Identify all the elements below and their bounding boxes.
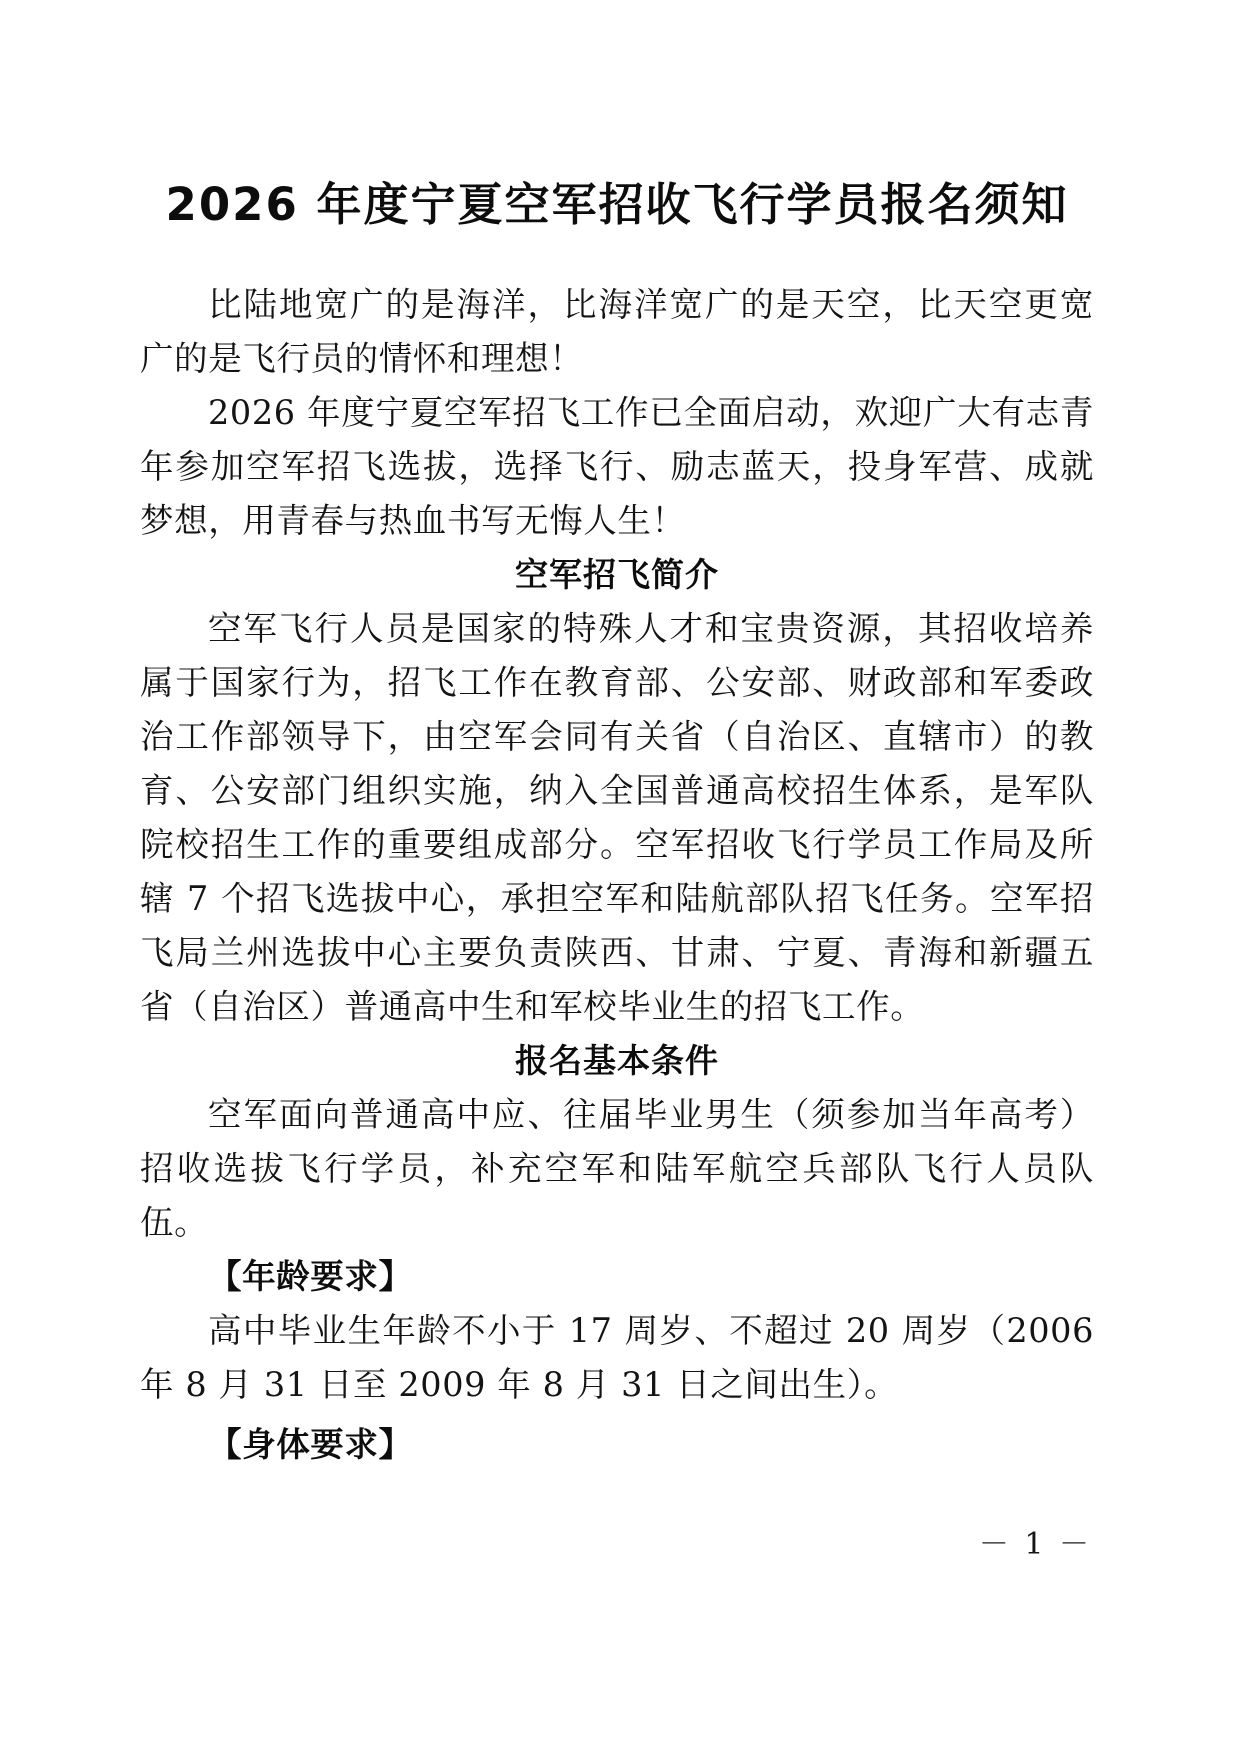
paragraph-air-force-intro-body: 空军飞行人员是国家的特殊人才和宝贵资源，其招收培养属于国家行为，招飞工作在教育部、公安部、财政部和军委政治工作部领导下，由空军会同有关省（自治区、直辖市）的教育、公安部门组织实施，纳入全国普通高校招生体系，是军队院校招生工作的重要组成部分。空军招收飞行学员工作局及所辖 7 个招飞选拔中心，承担空军和陆航部队招飞任务。空军招飞局兰州选拔中心主要负责陕西、甘肃、宁夏、青海和新疆五省（自治区）普通高中生和军校毕业生的招飞工作。 — [140, 608, 1094, 1026]
paragraph-basic-conditions-body: 空军面向普通高中应、往届毕业男生（须参加当年高考）招收选拔飞行学员，补充空军和陆军航空兵部队飞行人员队伍。 — [140, 1094, 1094, 1242]
paragraph-intro-slogan: 比陆地宽广的是海洋，比海洋宽广的是天空，比天空更宽广的是飞行员的情怀和理想！ — [140, 284, 1094, 378]
section-heading-basic-conditions: 报名基本条件 — [515, 1040, 719, 1080]
page-title: 2026 年度宁夏空军招收飞行学员报名须知 — [165, 178, 1069, 231]
section-heading-air-force-intro: 空军招飞简介 — [515, 554, 719, 594]
subsection-heading-age-requirement: 【年龄要求】 — [208, 1256, 413, 1296]
paragraph-intro-launch: 2026 年度宁夏空军招飞工作已全面启动，欢迎广大有志青年参加空军招飞选拔，选择飞行、励志蓝天，投身军营、成就梦想，用青春与热血书写无悔人生！ — [140, 392, 1094, 540]
footer-page-number: － 1 － — [978, 1527, 1092, 1562]
subsection-heading-physical-requirement: 【身体要求】 — [208, 1424, 413, 1464]
paragraph-age-requirement-body: 高中毕业生年龄不小于 17 周岁、不超过 20 周岁（2006 年 8 月 31 日至 2009 年 8 月 31 日之间出生）。 — [140, 1310, 1094, 1404]
